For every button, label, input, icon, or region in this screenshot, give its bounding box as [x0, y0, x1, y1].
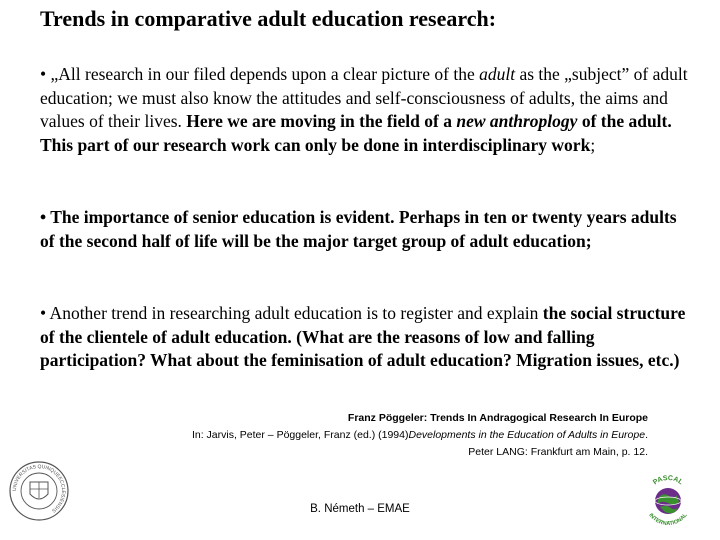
paragraph-senior-education [40, 206, 690, 253]
svg-text:INTERNATIONAL: INTERNATIONAL [647, 512, 689, 527]
reference-author-title: Franz Pöggeler: Trends In Andragogical Research In Europe [347, 412, 648, 424]
footer-author: B. Németh – EMAE [310, 503, 410, 515]
paragraph-anthropology [40, 63, 690, 157]
p1-tail: ; [590, 134, 596, 155]
svg-text:PASCAL: PASCAL [652, 474, 684, 487]
bullet: • [40, 64, 47, 84]
reference-block [48, 410, 648, 461]
svg-text:UNIVERSITAS QUINQUEECCLESIENSI: UNIVERSITAS QUINQUEECCLESIENSIS [11, 463, 67, 514]
p1-bold-a: Here we are moving in the field of a [186, 111, 457, 131]
bullet: • [40, 207, 47, 227]
reference-editors: In: Jarvis, Peter – Pöggeler, Franz (ed.) (1994) [191, 429, 409, 441]
p3-lead: Another trend in researching adult education is to register and explain [46, 303, 543, 323]
paragraph-social-structure [40, 302, 690, 373]
slide-title: Trends in comparative adult education research: [40, 6, 497, 31]
reference-publisher: Peter LANG: Frankfurt am Main, p. 12. [468, 446, 648, 458]
p2-text: The importance of senior education is evident. Perhaps in ten or twenty years adults of the second half of life will be the major target group of adult education; [40, 207, 677, 251]
p1-adult-word: adult [479, 64, 516, 84]
p1-lead: „All research in our filed depends upon a clear picture of the [46, 64, 480, 84]
bullet: • [40, 303, 47, 323]
p3-bold: the social structure of the clientele of adult education. (What are the reasons of low and falling participation? What about the feminisation of adult education? Migration issues, etc.) [40, 303, 686, 370]
reference-period: . [645, 429, 648, 441]
reference-book-title: Developments in the Education of Adults in Europe [408, 429, 646, 441]
p1-bold-italic: new anthroplogy [456, 111, 578, 131]
reference-source [48, 427, 648, 444]
p1-mid: as the „subject” of adult education; we must also know the attitudes and self-consciousness of adults, the aims and values of their lives. [40, 64, 688, 131]
pascal-international-logo [640, 472, 696, 528]
p1-bold-b: of the adult. This part of our research work can only be done in interdisciplinary work [40, 111, 672, 155]
